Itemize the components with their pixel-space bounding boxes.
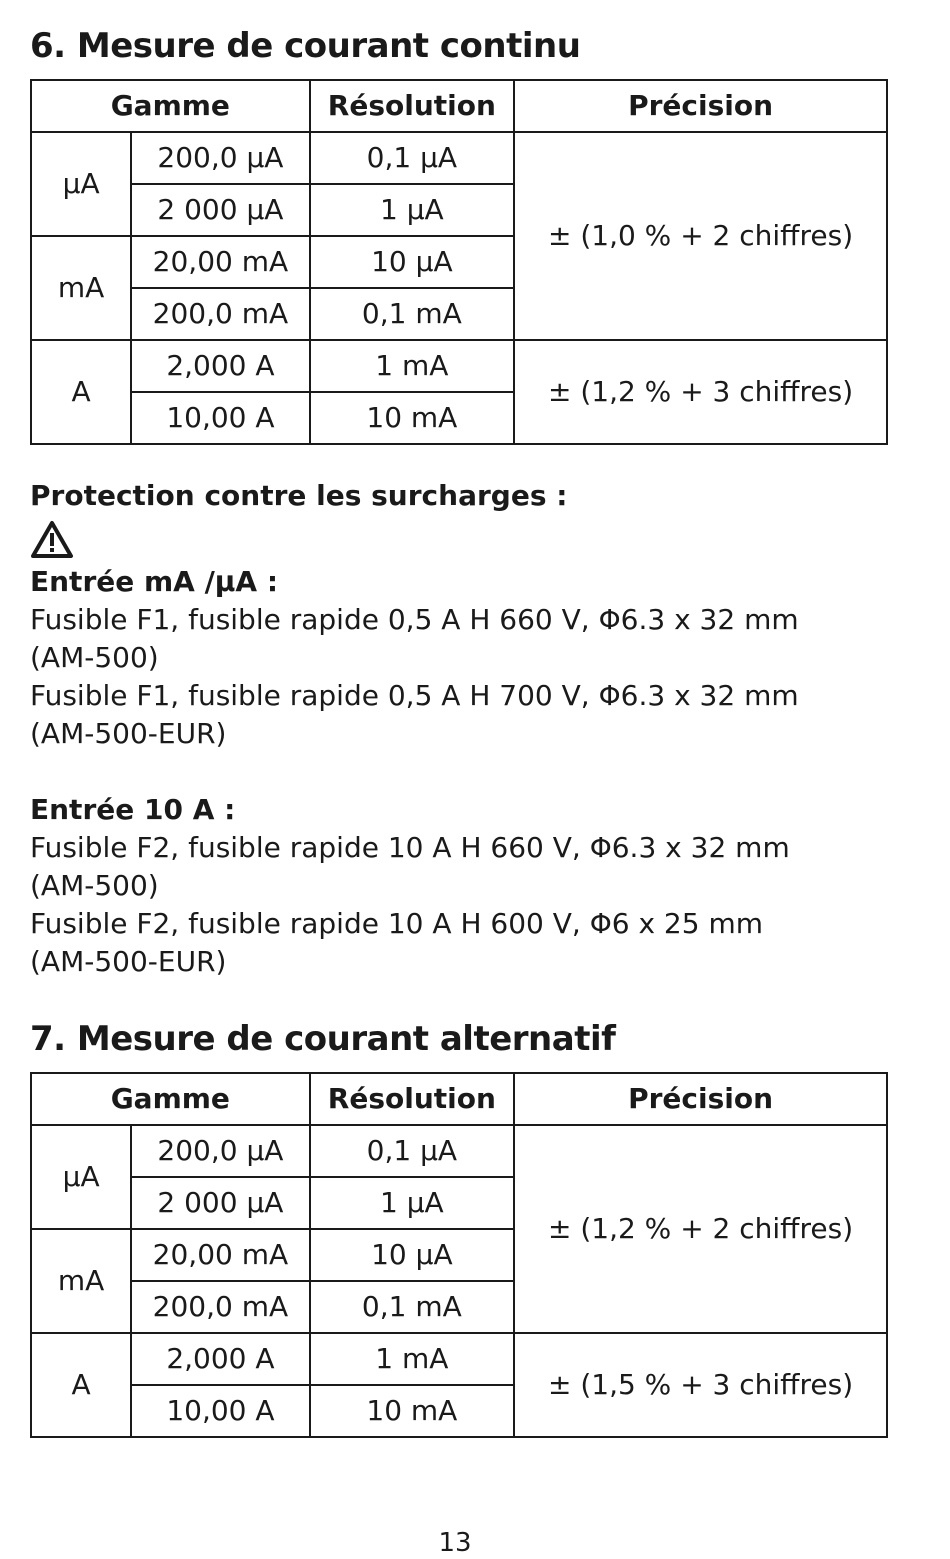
unit-cell: μA [31,132,131,236]
range-cell: 200,0 mA [131,1281,309,1333]
fuse-model: (AM-500) [30,641,159,674]
header-resolution: Résolution [310,1073,514,1125]
fuse-f2-line: Fusible F2, fusible rapide 10 A H 600 V, Φ6 x 25 mm [30,907,764,940]
ac-current-table [30,1072,888,1438]
dc-current-table [30,79,888,445]
range-cell: 20,00 mA [131,1229,309,1281]
spacer [30,753,888,791]
precision-cell: ± (1,0 % + 2 chiffres) [514,132,887,340]
resolution-cell: 10 mA [310,392,514,444]
fuse-f2-line: Fusible F2, fusible rapide 10 A H 660 V, Φ6.3 x 32 mm [30,831,790,864]
fuse-model: (AM-500-EUR) [30,945,227,978]
resolution-cell: 10 μA [310,1229,514,1281]
unit-cell: mA [31,1229,131,1333]
range-cell: 2,000 A [131,340,309,392]
fuse-model: (AM-500-EUR) [30,717,227,750]
unit-cell: μA [31,1125,131,1229]
warning-triangle-icon [30,519,888,563]
resolution-cell: 0,1 mA [310,288,514,340]
header-precision: Précision [514,80,887,132]
precision-cell: ± (1,2 % + 3 chiffres) [514,340,887,444]
range-cell: 2 000 μA [131,1177,309,1229]
header-gamme: Gamme [31,80,310,132]
resolution-cell: 10 mA [310,1385,514,1437]
range-cell: 200,0 μA [131,1125,309,1177]
fuse-f1-line: Fusible F1, fusible rapide 0,5 A H 660 V, Φ6.3 x 32 mm [30,603,799,636]
resolution-cell: 0,1 μA [310,132,514,184]
range-cell: 20,00 mA [131,236,309,288]
range-cell: 2 000 μA [131,184,309,236]
fuse-f1-line: Fusible F1, fusible rapide 0,5 A H 700 V, Φ6.3 x 32 mm [30,679,799,712]
range-cell: 10,00 A [131,392,309,444]
input-10a-heading: Entrée 10 A : [30,793,236,826]
range-cell: 10,00 A [131,1385,309,1437]
precision-cell: ± (1,2 % + 2 chiffres) [514,1125,887,1333]
unit-cell: A [31,340,131,444]
protection-block [30,477,888,981]
resolution-cell: 1 μA [310,1177,514,1229]
range-cell: 200,0 mA [131,288,309,340]
resolution-cell: 10 μA [310,236,514,288]
resolution-cell: 0,1 μA [310,1125,514,1177]
protection-heading: Protection contre les surcharges : [30,479,568,512]
input-ma-heading: Entrée mA /μA : [30,565,279,598]
precision-cell: ± (1,5 % + 3 chiffres) [514,1333,887,1437]
section-7-title: 7. Mesure de courant alternatif [30,1019,616,1059]
unit-cell: mA [31,236,131,340]
unit-cell: A [31,1333,131,1437]
range-cell: 200,0 μA [131,132,309,184]
header-gamme: Gamme [31,1073,310,1125]
section-6-title: 6. Mesure de courant continu [30,26,581,66]
resolution-cell: 1 μA [310,184,514,236]
page-number: 13 [438,1528,472,1558]
header-resolution: Résolution [310,80,514,132]
resolution-cell: 0,1 mA [310,1281,514,1333]
resolution-cell: 1 mA [310,1333,514,1385]
resolution-cell: 1 mA [310,340,514,392]
header-precision: Précision [514,1073,887,1125]
range-cell: 2,000 A [131,1333,309,1385]
fuse-model: (AM-500) [30,869,159,902]
